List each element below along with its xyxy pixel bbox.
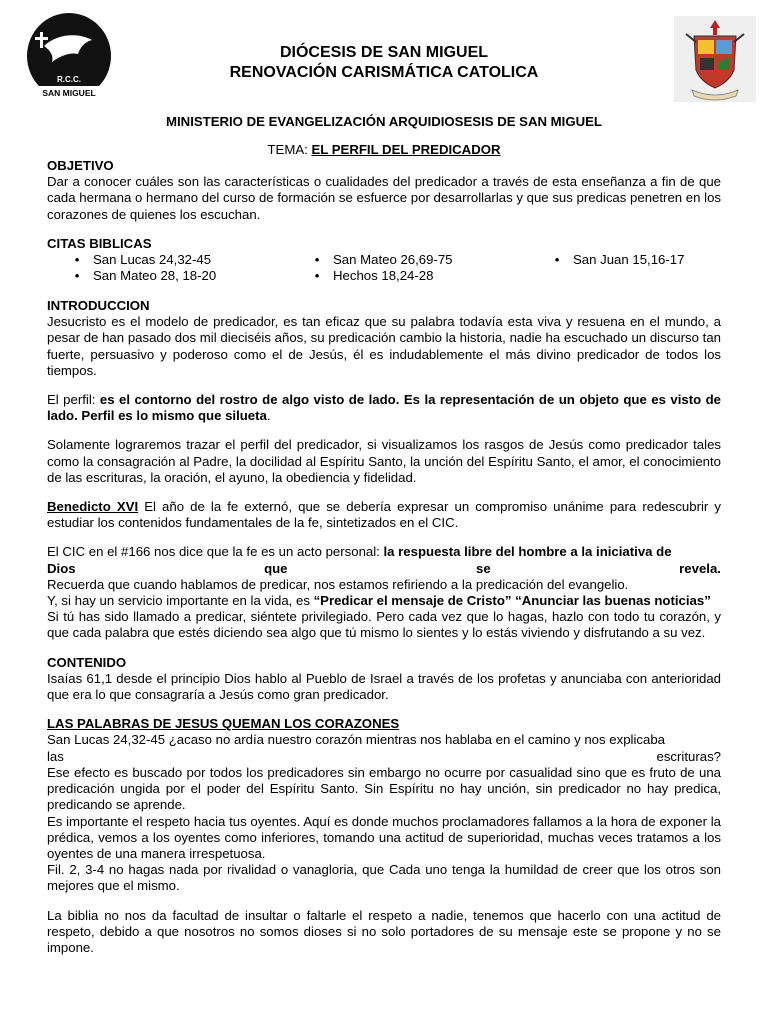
- objetivo-paragraph: Dar a conocer cuáles son las características o cualidades del predicador a través de esta enseñanza a fin de que cada hermana o hermano del curso de formación se esfuerce por desarrollarlas y que sus predicas penetren en los corazones de quienes los escuchan.: [47, 174, 721, 222]
- benedicto-name: Benedicto XVI: [47, 499, 139, 515]
- efecto-paragraph: Ese efecto es buscado por todos los predicadores sin embargo no ocurre por casualidad sino que es fruto de una predicación ungida por el poder del Espíritu Santo. Sin Espíritu no hay unción, sin predicador no hay predica, predicando se aprende.: [47, 764, 721, 813]
- bullet-icon: •: [74, 268, 80, 284]
- diocese-title: DIÓCESIS DE SAN MIGUEL: [279, 44, 489, 61]
- bullet-icon: •: [314, 268, 320, 284]
- logo-text-bottom: SAN MIGUEL: [42, 88, 96, 98]
- introduccion-paragraph: Jesucristo es el modelo de predicador, es tan eficaz que su palabra todavía esta viva y resuena en el mundo, a pesar de han pasado dos mil dieciséis años, su predicación cambio la historia, nadie ha escuchado un discurso tan fuerte, persuasivo y poderoso como el de Jesús, él es indudablemente el más divino predicador de todos los tiempos.: [47, 314, 721, 378]
- biblia-paragraph: La biblia no nos da facultad de insultar o faltarle el respeto a nadie, tenemos que hacerlo con una actitud de respeto, debido a que nosotros no somos dioses si no solo portadores de su mensaje este se propone y no se impone.: [47, 907, 721, 955]
- bullet-icon: •: [554, 252, 560, 268]
- cic-paragraph-end: Dios que se revela.: [47, 560, 721, 576]
- lucas-paragraph-end: las escrituras?: [47, 748, 721, 764]
- bullet-icon: •: [74, 252, 80, 268]
- respeto-paragraph: Es importante el respeto hacia tus oyentes. Aquí es donde muchos proclamadores fallamos a la hora de exponer la prédica, vemos a los oyentes como inferiores, tomando una actitud de superioridad, muchas veces tratamos a los oyentes de una manera irrespetuosa.: [47, 813, 721, 861]
- topic-label: TEMA:: [267, 142, 312, 157]
- list-item: • San Lucas 24,32-45: [93, 252, 211, 268]
- ministry-title: MINISTERIO DE EVANGELIZACIÓN ARQUIDIOSESIS DE SAN MIGUEL: [166, 114, 602, 129]
- filipenses-paragraph: Fil. 2, 3-4 no hagas nada por rivalidad o vanagloria, que Cada uno tenga la humildad de creer que los otros son mejores que el mismo.: [47, 862, 721, 894]
- contenido-paragraph: Isaías 61,1 desde el principio Dios hablo al Pueblo de Israel a través de los profetas y anunciaba con anterioridad que era lo que consagraría a Jesús como gran predicador.: [47, 670, 721, 703]
- recuerda-paragraph: Recuerda que cuando hablamos de predicar, nos estamos refiriendo a la predicación del evangelio.: [47, 576, 629, 592]
- list-item: • San Juan 15,16-17: [573, 252, 684, 268]
- section-heading-introduccion: INTRODUCCION: [47, 298, 150, 314]
- section-heading-objetivo: OBJETIVO: [47, 158, 114, 173]
- section-heading-palabras: LAS PALABRAS DE JESUS QUEMAN LOS CORAZONES: [47, 716, 400, 732]
- perfil-paragraph: El perfil: es el contorno del rostro de algo visto de lado. Es la representación de un objeto que es visto de lado. Perfil es lo mismo que silueta.: [47, 392, 721, 424]
- lucas-paragraph: San Lucas 24,32-45 ¿acaso no ardía nuestro corazón mientras nos hablaba en el camino y nos explicaba: [47, 732, 665, 748]
- section-heading-contenido: CONTENIDO: [47, 654, 127, 670]
- document-body: [47, 158, 721, 956]
- organization-title: RENOVACIÓN CARISMÁTICA CATOLICA: [229, 64, 539, 81]
- servicio-paragraph: Y, si hay un servicio importante en la vida, es “Predicar el mensaje de Cristo” “Anunciar las buenas noticias”: [47, 593, 711, 609]
- bullet-icon: •: [314, 252, 320, 268]
- rasgos-paragraph: Solamente lograremos trazar el perfil del predicador, si visualizamos los rasgos de Jesús como predicador tales como la consagración al Padre, la docilidad al Espíritu Santo, la unción del Espíritu Santo, el amor, el conocimiento de las escrituras, la oración, el ayuno, la obediencia y fidelidad.: [47, 437, 721, 485]
- logo-text-top: R.C.C.: [57, 75, 81, 84]
- section-heading-citas: CITAS BIBLICAS: [47, 235, 152, 251]
- topic-title: EL PERFIL DEL PREDICADOR: [311, 142, 501, 157]
- citas-list: [47, 252, 721, 285]
- cic-paragraph: El CIC en el #166 nos dice que la fe es un acto personal: la respuesta libre del hombre a la iniciativa de: [47, 544, 672, 560]
- list-item: • Hechos 18,24-28: [333, 268, 433, 284]
- list-item: • San Mateo 28, 18-20: [93, 268, 216, 284]
- llamado-paragraph: Si tú has sido llamado a predicar, siéntete privilegiado. Pero cada vez que lo hagas, hazlo con todo tu corazón, y que cada palabra que estés diciendo sea algo que tú mismo lo sientes y lo estás viviendo y disfrutando a su vez.: [47, 609, 721, 641]
- list-item: • San Mateo 26,69-75: [333, 252, 453, 268]
- benedicto-paragraph: Benedicto XVI El año de la fe externó, que se debería expresar un compromiso unánime para redescubrir y estudiar los contenidos fundamentales de la fe, sintetizados en el CIC.: [47, 499, 721, 531]
- topic-line: [0, 142, 768, 157]
